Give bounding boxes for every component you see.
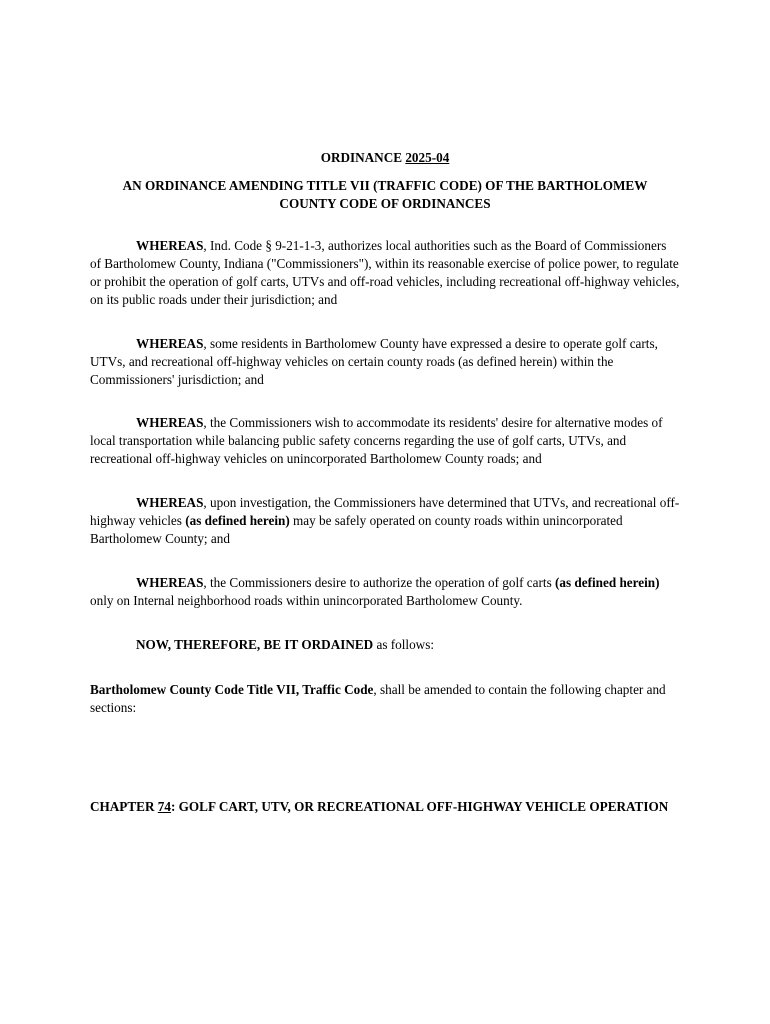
paragraph-text: may be safely operated on county roads within unincorporated Bartholomew County; and xyxy=(90,513,623,546)
chapter-number: 74 xyxy=(157,799,171,814)
ordinance-title xyxy=(0,149,770,167)
chapter-title: : GOLF CART, UTV, OR RECREATIONAL OFF-HIGHWAY VEHICLE OPERATION xyxy=(170,799,669,814)
title-prefix: ORDINANCE xyxy=(320,150,406,165)
paragraph-text: , the Commissioners desire to authorize the operation of golf carts xyxy=(203,575,555,590)
paragraph-text: , the Commissioners wish to accommodate its residents' desire for alternative modes of local transportation while balancing public safety concerns regarding the use of golf carts, UTVs, and recreational off-highway vehicles on unincorporated Bartholomew County roads; and xyxy=(90,415,663,466)
as-defined-bold: (as defined herein) xyxy=(185,513,290,528)
whereas-paragraph-5 xyxy=(90,574,680,610)
chapter-heading xyxy=(90,798,680,816)
whereas-label: WHEREAS xyxy=(136,495,204,510)
paragraph-text: , upon investigation, the Commissioners have determined that UTVs, and recreational off-highway vehicles xyxy=(90,495,680,528)
chapter-prefix: CHAPTER xyxy=(90,799,158,814)
whereas-label: WHEREAS xyxy=(136,336,204,351)
subtitle-line-1: AN ORDINANCE AMENDING TITLE VII (TRAFFIC CODE) OF THE BARTHOLOMEW xyxy=(122,178,648,193)
whereas-paragraph-3 xyxy=(90,414,680,468)
ordained-label: NOW, THEREFORE, BE IT ORDAINED xyxy=(136,637,374,652)
whereas-paragraph-4 xyxy=(90,494,680,548)
whereas-label: WHEREAS xyxy=(136,575,204,590)
paragraph-text: , some residents in Bartholomew County have expressed a desire to operate golf carts, UTVs, and recreational off-highway vehicles on certain county roads (as defined herein) within the Commissioners' jurisdiction; and xyxy=(90,336,658,387)
ordinance-subtitle xyxy=(90,177,680,213)
code-title-label: Bartholomew County Code Title VII, Traffic Code xyxy=(90,682,374,697)
whereas-label: WHEREAS xyxy=(136,238,204,253)
paragraph-text: only on Internal neighborhood roads within unincorporated Bartholomew County. xyxy=(90,593,523,608)
amendment-paragraph xyxy=(90,681,680,717)
paragraph-text: as follows: xyxy=(373,637,434,652)
paragraph-text: , Ind. Code § 9-21-1-3, authorizes local authorities such as the Board of Commissioners of Bartholomew County, Indiana ("Commissioners"), within its reasonable exercise of police power, to regulate or prohibit the operation of golf carts, UTVs and off-road vehicles, including recreational off-highway vehicles, on its public roads under their jurisdiction; and xyxy=(90,238,680,307)
paragraph-text: , shall be amended to contain the following chapter and sections: xyxy=(90,682,666,715)
ordinance-number: 2025-04 xyxy=(405,150,450,165)
whereas-label: WHEREAS xyxy=(136,415,204,430)
subtitle-line-2: COUNTY CODE OF ORDINANCES xyxy=(279,196,491,211)
ordained-paragraph xyxy=(90,636,680,654)
whereas-paragraph-2 xyxy=(90,335,680,389)
as-defined-bold: (as defined herein) xyxy=(555,575,660,590)
whereas-paragraph-1 xyxy=(90,237,680,309)
